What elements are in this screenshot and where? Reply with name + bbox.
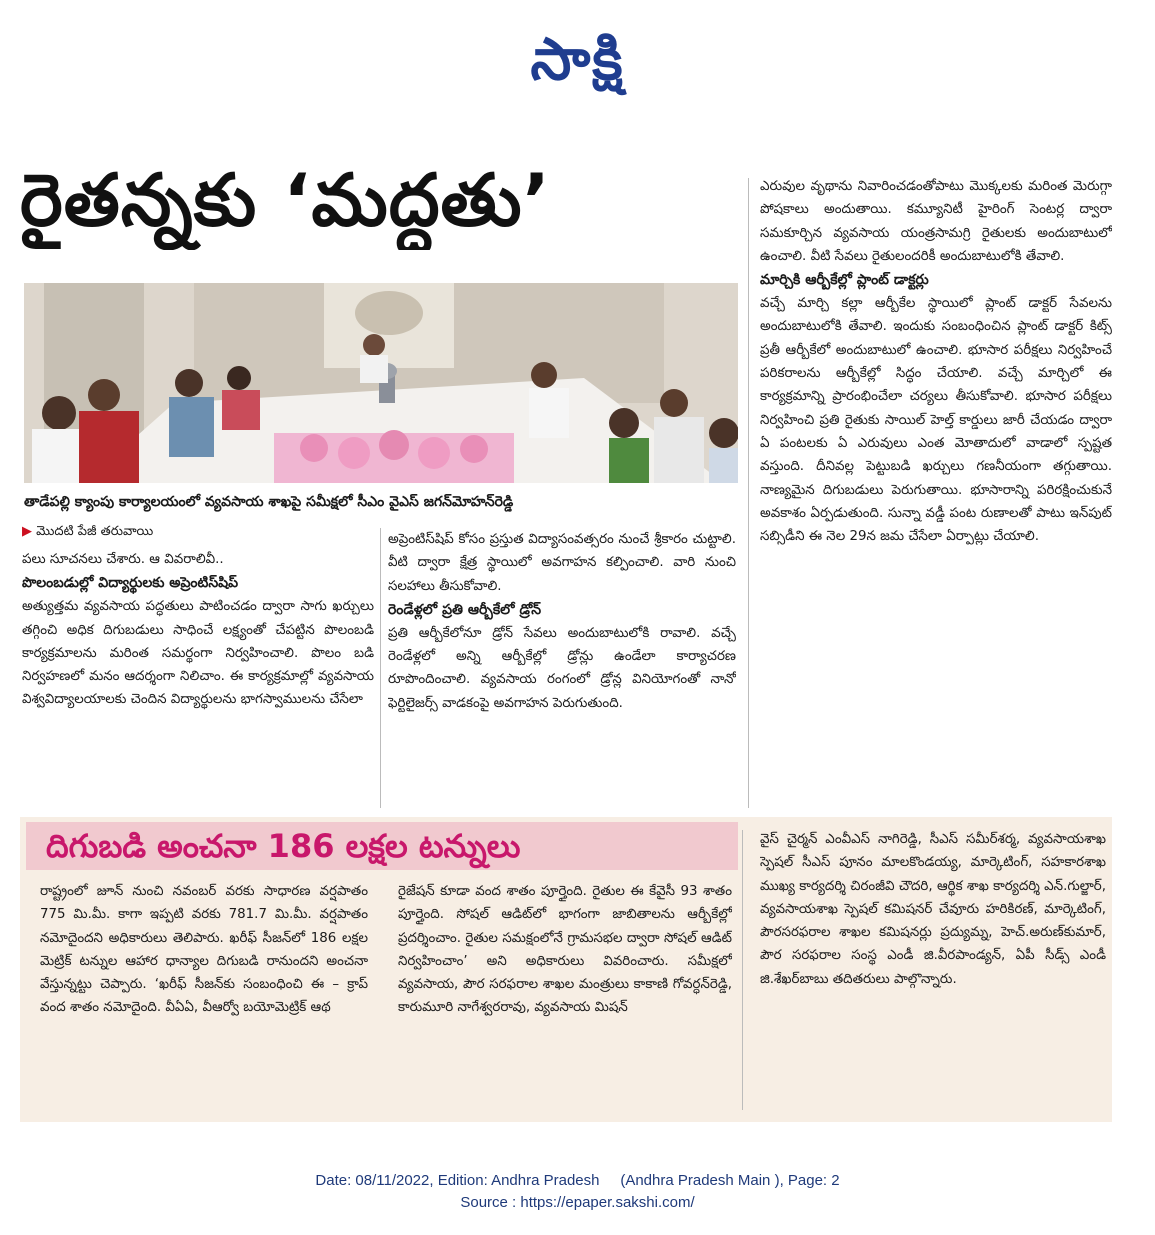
meeting-photo-illustration bbox=[24, 283, 738, 483]
article-col2-body1: అప్రెంటిస్‌షిప్‌ కోసం ప్రస్తుత విద్యాసంవత్సరం నుంచే శ్రీకారం చుట్టాలి. వీటి ద్వారా క్షేత్ర స్థాయిలో అవగాహన కల్పించాలి. వారి నుంచి సలహాలు తీసుకోవాలి. bbox=[388, 532, 736, 594]
meeting-photo bbox=[24, 283, 738, 483]
column-divider bbox=[748, 178, 749, 808]
continued-from-label: మొదటి పేజీ తరువాయి bbox=[36, 524, 154, 539]
subhead-drone: రెండేళ్లలో ప్రతి ఆర్బీకేలో డ్రోన్‌ bbox=[388, 601, 542, 618]
play-arrow-icon: ▶ bbox=[22, 524, 32, 539]
box-column-1 bbox=[40, 880, 368, 1110]
box-headline: దిగుబడి అంచనా 186 లక్షల టన్నులు bbox=[46, 827, 521, 865]
article-col2-body2: ప్రతి ఆర్బీకేలోనూ డ్రోన్‌ సేవలు అందుబాటులోకి రావాలి. వచ్చే రెండేళ్లలో అన్ని ఆర్బీకేల్లో డ్రోన్లు ఉండేలా కార్యాచరణ రూపొందించాలి. వ్యవసాయ రంగంలో డ్రోన్ల వినియోగంతో నానో ఫెర్టిలైజర్స్‌ వాడకంపై అవగాహన పెరుగుతుంది. bbox=[388, 625, 736, 711]
box-column-2 bbox=[398, 880, 732, 1110]
box-headline-banner bbox=[26, 822, 738, 870]
box-col1-body: రాష్ట్రంలో జూన్‌ నుంచి నవంబర్‌ వరకు సాధారణ వర్షపాతం 775 మి.మీ. కాగా ఇప్పటి వరకు 781.7 మి.మీ. వర్షపాతం నమోదైందని అధికారులు తెలిపారు. ఖరీఫ్‌ సీజన్‌లో 186 లక్షల మెట్రిక్‌ టన్నుల ఆహార ధాన్యాల దిగుబడి రానుందని అంచనా వేస్తున్నట్టు చెప్పారు. ‘ఖరీఫ్‌ సీజన్‌కు సంబంధించి ఈ – క్రాప్‌ వంద శాతం నమోదైంది. వీఏఏ, వీఆర్వో బయోమెట్రిక్‌ ఆథ bbox=[40, 884, 368, 1016]
article-col3-body1: ఎరువుల వృథాను నివారించడంతోపాటు మొక్కలకు మరింత మెరుగ్గా పోషకాలు అందుతాయి. కమ్యూనిటీ హైరింగ్‌ సెంటర్ల ద్వారా సమకూర్చిన వ్యవసాయ యంత్రసామగ్రి రైతులకు అందుబాటులో ఉంచాలి. వీటి సేవలు రైతులందరికీ అందుబాటులోకి తేవాలి. bbox=[760, 179, 1112, 264]
article-col1-body: అత్యుత్తమ వ్యవసాయ పద్ధతులు పాటించడం ద్వారా సాగు ఖర్చులు తగ్గించి అధిక దిగుబడులు సాధించే లక్ష్యంతో చేపట్టిన పొలంబడి కార్యక్రమాలను మరింత సమర్థంగా నిర్వహించాలి. పొలం బడి నిర్వహణలో మనం ఆదర్శంగా నిలిచాం. ఈ కార్యక్రమాల్లో వ్యవసాయ విశ్వవిద్యాలయాలకు చెందిన విద్యార్థులను భాగస్వాములను చేసేలా bbox=[22, 599, 374, 708]
box-column-divider bbox=[742, 830, 743, 1110]
article-intro: పలు సూచనలు చేశారు. ఆ వివరాలివీ.. bbox=[22, 552, 224, 567]
footer bbox=[0, 1170, 1155, 1214]
footer-date-edition: Date: 08/11/2022, Edition: Andhra Pradesh (Andhra Pradesh Main ), Page: 2 bbox=[315, 1172, 840, 1189]
continued-from bbox=[22, 521, 282, 543]
box-col2-body: రైజేషన్‌ కూడా వంద శాతం పూర్తైంది. రైతుల ఈ కేవైసీ 93 శాతం పూర్తైంది. సోషల్‌ ఆడిట్‌లో భాగంగా జాబితాలను ఆర్బీకేల్లో ప్రదర్శించాం. రైతుల సమక్షంలోనే గ్రామసభల ద్వారా సోషల్‌ ఆడిట్‌ నిర్వహించాం’ అని అధికారులు వివరించారు. సమీక్షలో వ్యవసాయ, పౌర సరఫరాల శాఖల మంత్రులు కాకాణి గోవర్ధన్‌రెడ్డి, కారుమూరి నాగేశ్వరరావు, వ్యవసాయ మిషన్‌ bbox=[398, 884, 732, 1016]
subhead-apprenticeship: పొలంబడుల్లో విద్యార్థులకు అప్రెంటిస్‌షిప్‌ bbox=[22, 575, 239, 592]
photo-caption: తాడేపల్లి క్యాంపు కార్యాలయంలో వ్యవసాయ శాఖపై సమీక్షలో సీఎం వైఎస్‌ జగన్‌మోహన్‌రెడ్డి bbox=[24, 494, 514, 510]
article-col3-body2: వచ్చే మార్చి కల్లా ఆర్బీకేల స్థాయిలో ప్లాంట్‌ డాక్టర్‌ సేవలను అందుబాటులోకి తేవాలి. ఇందుకు సంబంధించిన ప్లాంట్‌ డాక్టర్‌ కిట్స్‌ ప్రతీ ఆర్బీకేలో అందుబాటులో ఉంచాలి. భూసార పరీక్షలు నిర్వహించే పరికరాలను ఆర్బీకేల్లో సిద్ధం చేయాలి. వచ్చే మార్చిలో ఈ కార్యక్రమాన్ని ప్రారంభించేలా చర్యలు తీసుకోవాలి. భూసార పరీక్షలు నిర్వహించి ప్రతి రైతుకు సాయిల్‌ హెల్త్‌ కార్డులు జారీ చేయడం ద్వారా ఏ పంటలకు ఏ ఎరువులు ఎంత మోతాదులో వాడాలో స్పష్టత వస్తుంది. దీనివల్ల పెట్టుబడి ఖర్చులు గణనీయంగా తగ్గుతాయి. నాణ్యమైన దిగుబడులు పెరుగుతాయి. భూసారాన్ని పరిరక్షించుకునే అవకాశం ఏర్పడుతుంది. సున్నా వడ్డీ పంట రుణాలతో పాటు ఇన్‌పుట్‌ సబ్సిడీని ఈ నెల 29న జమ చేసేలా ఏర్పాట్లు చేయాలి. bbox=[760, 296, 1112, 545]
article-column-1 bbox=[22, 548, 374, 810]
box-col3-body: వైస్‌ చైర్మన్‌ ఎంవీఎస్‌ నాగిరెడ్డి, సీఎస్‌ సమీర్‌శర్మ, వ్యవసాయశాఖ స్పెషల్‌ సీఎస్‌ పూనం మాలకొండయ్య, మార్కెటింగ్, సహకారశాఖ ముఖ్య కార్యదర్శి చిరంజీవి చౌదరి, ఆర్థిక శాఖ కార్యదర్శి ఎన్‌.గుల్జార్, వ్యవసాయశాఖ స్పెషల్‌ కమిషనర్‌ చేవూరు హరికిరణ్, మార్కెటింగ్, పౌరసరఫరాల శాఖల కమిషనర్లు ప్రద్యుమ్న, హెచ్‌.అరుణ్‌కుమార్, పౌర సరఫరాల సంస్థ ఎండీ జి.వీరపాండ్యన్, ఏపీ సీడ్స్‌ ఎండీ జి.శేఖర్‌బాబు తదితరులు పాల్గొన్నారు. bbox=[760, 832, 1106, 987]
headline: రైతన్నకు ‘మద్దతు’ bbox=[20, 158, 551, 242]
article-column-2 bbox=[388, 528, 736, 810]
logo-text: సాక్షి bbox=[530, 25, 625, 93]
article-column-3 bbox=[760, 175, 1112, 807]
sakshi-logo bbox=[470, 18, 685, 100]
subhead-plant-doctors: మార్చికి ఆర్బీకేల్లో ప్లాంట్‌ డాక్టర్లు bbox=[760, 272, 929, 289]
box-column-3 bbox=[760, 828, 1106, 1113]
footer-source: Source : https://epaper.sakshi.com/ bbox=[460, 1194, 695, 1211]
column-divider bbox=[380, 528, 381, 808]
